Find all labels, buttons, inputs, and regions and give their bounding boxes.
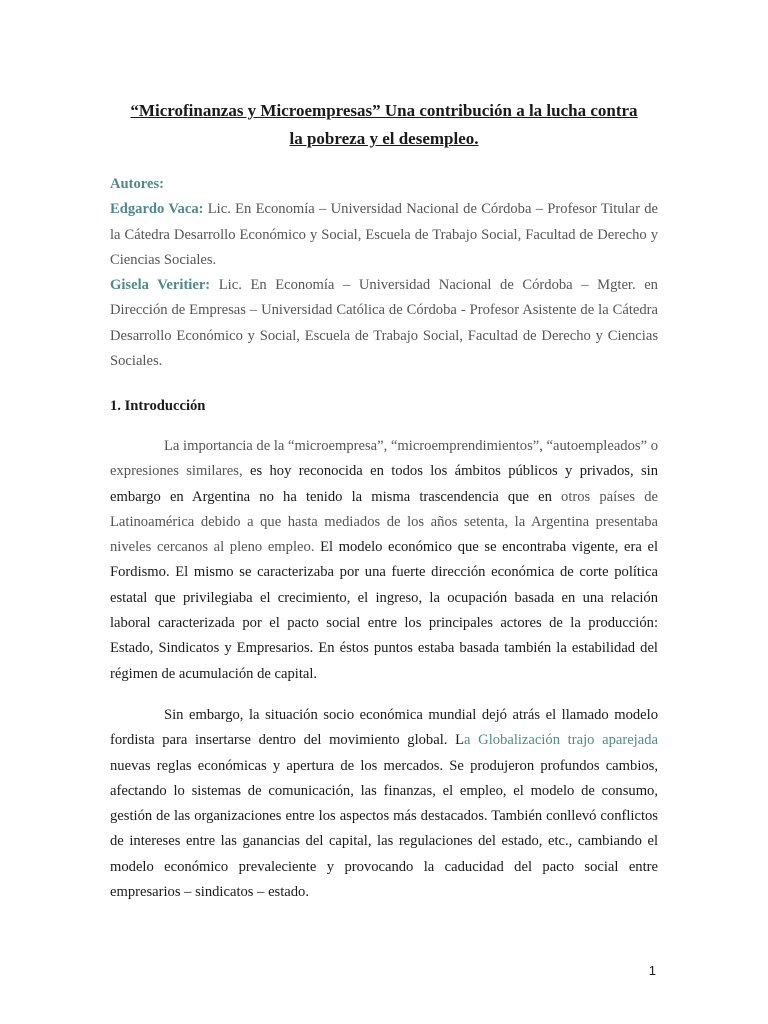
title-line-2: la pobreza y el desempleo. — [289, 129, 479, 148]
paragraph-1-part-d: El modelo económico que se encontraba vigente, era el Fordismo. El mismo se caracterizaba por una fuerte dirección económica de corte política estatal que privilegiaba el crecimiento, el ingreso, la ocupación basada en una relación laboral caracterizada por el pacto social entre los principales actores de la producción: Estado, Sindicatos y Empresarios. En éstos puntos estaba basada también la estabilidad del régimen de acumulación de capital. — [110, 539, 658, 682]
author-1-name: Edgardo Vaca: — [110, 201, 204, 218]
paragraph-2 — [110, 703, 658, 905]
title-line-1: “Microfinanzas y Microempresas” Una contribución a la lucha contra — [130, 101, 638, 120]
paragraph-2-part-a: Sin embargo, la situación socio económica mundial dejó atrás el llamado modelo fordista para insertarse dentro del movimiento global. L — [110, 707, 658, 749]
author-2 — [110, 273, 658, 374]
document-title — [108, 97, 660, 153]
authors-block — [110, 172, 658, 374]
paragraph-1 — [110, 434, 658, 687]
paragraph-1-part-c: otros países de Latinoamérica debido a que hasta mediados de los años setenta, la Argentina presentaba niveles cercanos al pleno empleo. — [110, 488, 658, 556]
author-1 — [110, 197, 658, 273]
paragraph-2-part-c: nuevas reglas económicas y apertura de los mercados. Se produjeron profundos cambios, afectando lo sistemas de comunicación, las finanzas, el empleo, el modelo de consumo, gestión de las organizaciones entre los aspectos más destacados. También conllevó conflictos de intereses entre las ganancias del capital, las regulaciones del estado, etc., cambiando el modelo económico prevaleciente y provocando la caducidad del pacto social entre empresarios – sindicatos – estado. — [110, 757, 658, 901]
authors-label: Autores: — [110, 176, 165, 192]
paragraph-2-globalization-highlight: a Globalización trajo aparejada — [464, 732, 658, 749]
section-heading: 1. Introducción — [110, 398, 206, 414]
paragraph-1-part-b: es hoy reconocida en todos los ámbitos públicos y privados, sin embargo en Argentina no ha tenido la misma trascendencia que en — [110, 463, 658, 505]
author-2-name: Gisela Veritier: — [110, 277, 211, 294]
author-1-description: Lic. En Economía – Universidad Nacional de Córdoba – Profesor Titular de la Cátedra Desarrollo Económico y Social, Escuela de Trabajo Social, Facultad de Derecho y Ciencias Sociales. — [110, 201, 658, 268]
page-number: 1 — [648, 963, 656, 978]
author-2-description: Lic. En Economía – Universidad Nacional de Córdoba – Mgter. en Dirección de Empresas – Universidad Católica de Córdoba - Profesor Asistente de la Cátedra Desarrollo Económico y Social, Escuela de Trabajo Social, Facultad de Derecho y Ciencias Sociales. — [110, 277, 658, 370]
paragraph-1-part-a: La importancia de la “microempresa”, “microemprendimientos”, “autoempleados” o expresiones similares, — [110, 438, 658, 480]
